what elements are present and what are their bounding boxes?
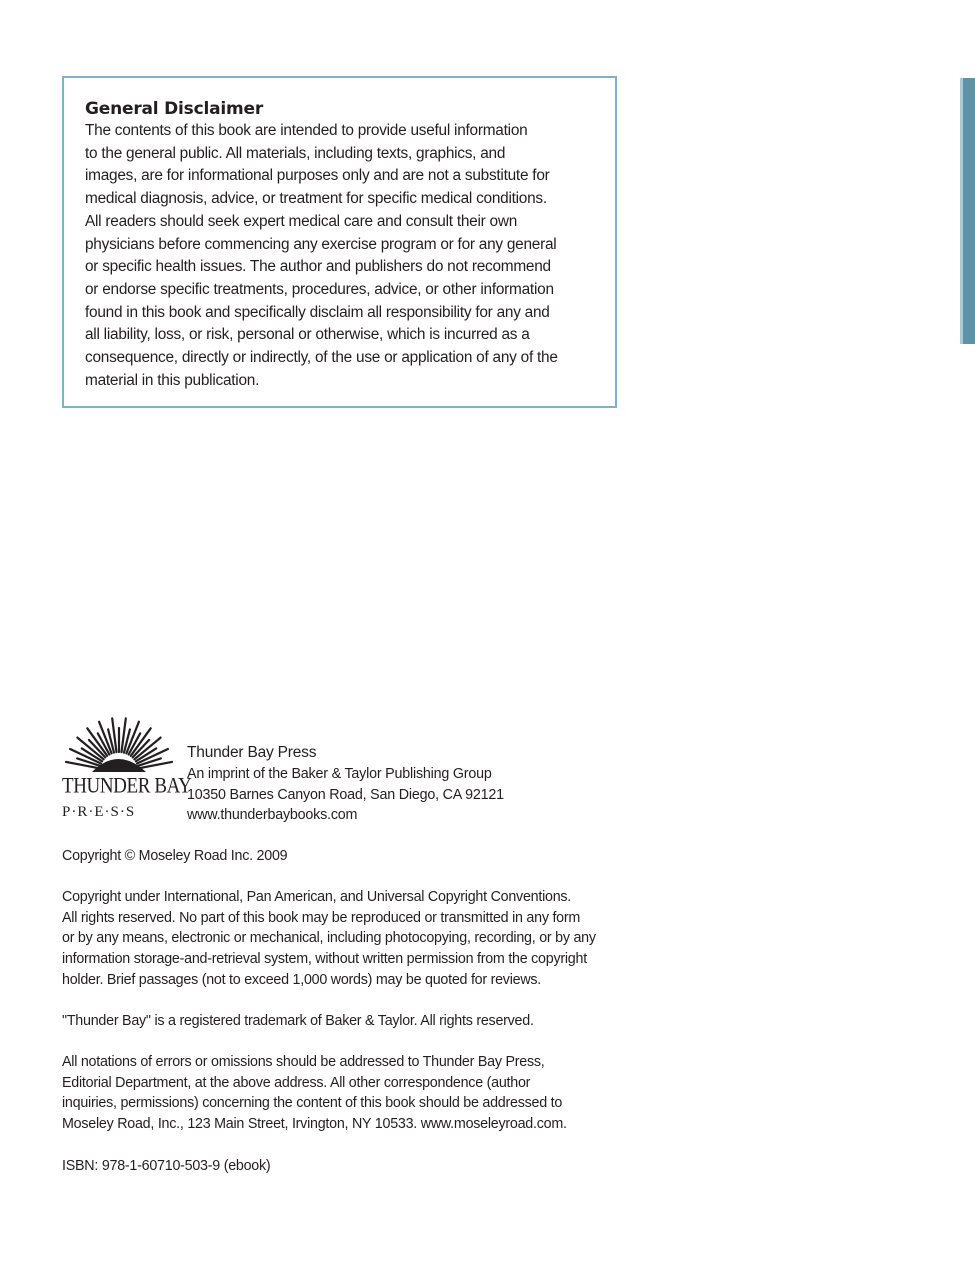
disclaimer-line: all liability, loss, or risk, personal or otherwise, which is incurred as a — [85, 326, 530, 344]
disclaimer-line: physicians before commencing any exercise program or for any general — [85, 235, 557, 253]
logo-press: P·R·E·S·S — [62, 804, 136, 820]
disclaimer-title: General Disclaimer — [85, 99, 264, 119]
copyright-line: Copyright © Moseley Road Inc. 2009 — [62, 848, 288, 864]
notations-line: inquiries, permissions) concerning the content of this book should be addressed to — [62, 1095, 563, 1112]
conventions-line: Copyright under International, Pan American, and Universal Copyright Conventions. — [62, 889, 572, 905]
disclaimer-body — [85, 120, 595, 392]
notations-line: All notations of errors or omissions should be addressed to Thunder Bay Press, — [62, 1054, 545, 1070]
disclaimer-line: All readers should seek expert medical care and consult their own — [85, 212, 518, 230]
sunburst-icon — [62, 716, 174, 776]
conventions-line: holder. Brief passages (not to exceed 1,000 words) may be quoted for reviews. — [62, 971, 542, 988]
disclaimer-line: found in this book and specifically disclaim all responsibility for any and — [85, 303, 550, 321]
conventions-line: All rights reserved. No part of this book may be reproduced or transmitted in any form — [62, 909, 581, 926]
copyright-conventions — [62, 887, 622, 991]
publisher-imprint: An imprint of the Baker & Taylor Publishing Group — [187, 766, 492, 782]
notations-line: Editorial Department, at the above address. All other correspondence (author — [62, 1074, 531, 1091]
publisher-name: Thunder Bay Press — [187, 744, 317, 761]
conventions-line: or by any means, electronic or mechanical, including photocopying, recording, or by any — [62, 930, 596, 947]
disclaimer-line: The contents of this book are intended to provide useful information — [85, 122, 528, 139]
publisher-address — [187, 742, 504, 826]
publisher-website[interactable]: www.thunderbaybooks.com — [187, 807, 358, 824]
publisher-street: 10350 Barnes Canyon Road, San Diego, CA 92121 — [187, 786, 504, 803]
disclaimer-line: to the general public. All materials, including texts, graphics, and — [85, 144, 506, 162]
general-disclaimer-box — [62, 76, 617, 408]
disclaimer-line: consequence, directly or indirectly, of the use or application of any of the — [85, 349, 558, 367]
trademark-notice — [62, 1011, 622, 1032]
notations-line[interactable]: Moseley Road, Inc., 123 Main Street, Irvington, NY 10533. www.moseleyroad.com. — [62, 1116, 567, 1133]
conventions-line: information storage-and-retrieval system, without written permission from the copyright — [62, 951, 587, 968]
logo-name: THUNDER BAY — [62, 774, 192, 799]
notations-notice — [62, 1052, 622, 1135]
disclaimer-line: or specific health issues. The author and publishers do not recommend — [85, 258, 551, 276]
publisher-block — [62, 716, 622, 826]
thunder-bay-press-logo — [62, 716, 192, 824]
copyright-notice — [62, 846, 622, 867]
side-tab-decoration — [960, 78, 975, 344]
trademark-line: "Thunder Bay" is a registered trademark of Baker & Taylor. All rights reserved. — [62, 1013, 534, 1029]
disclaimer-line: material in this publication. — [85, 371, 260, 389]
isbn-line: ISBN: 978-1-60710-503-9 (ebook) — [62, 1158, 271, 1174]
disclaimer-line: or endorse specific treatments, procedures, advice, or other information — [85, 280, 554, 298]
disclaimer-line: medical diagnosis, advice, or treatment for specific medical conditions. — [85, 190, 547, 208]
disclaimer-line: images, are for informational purposes only and are not a substitute for — [85, 167, 550, 185]
isbn-notice — [62, 1156, 622, 1177]
